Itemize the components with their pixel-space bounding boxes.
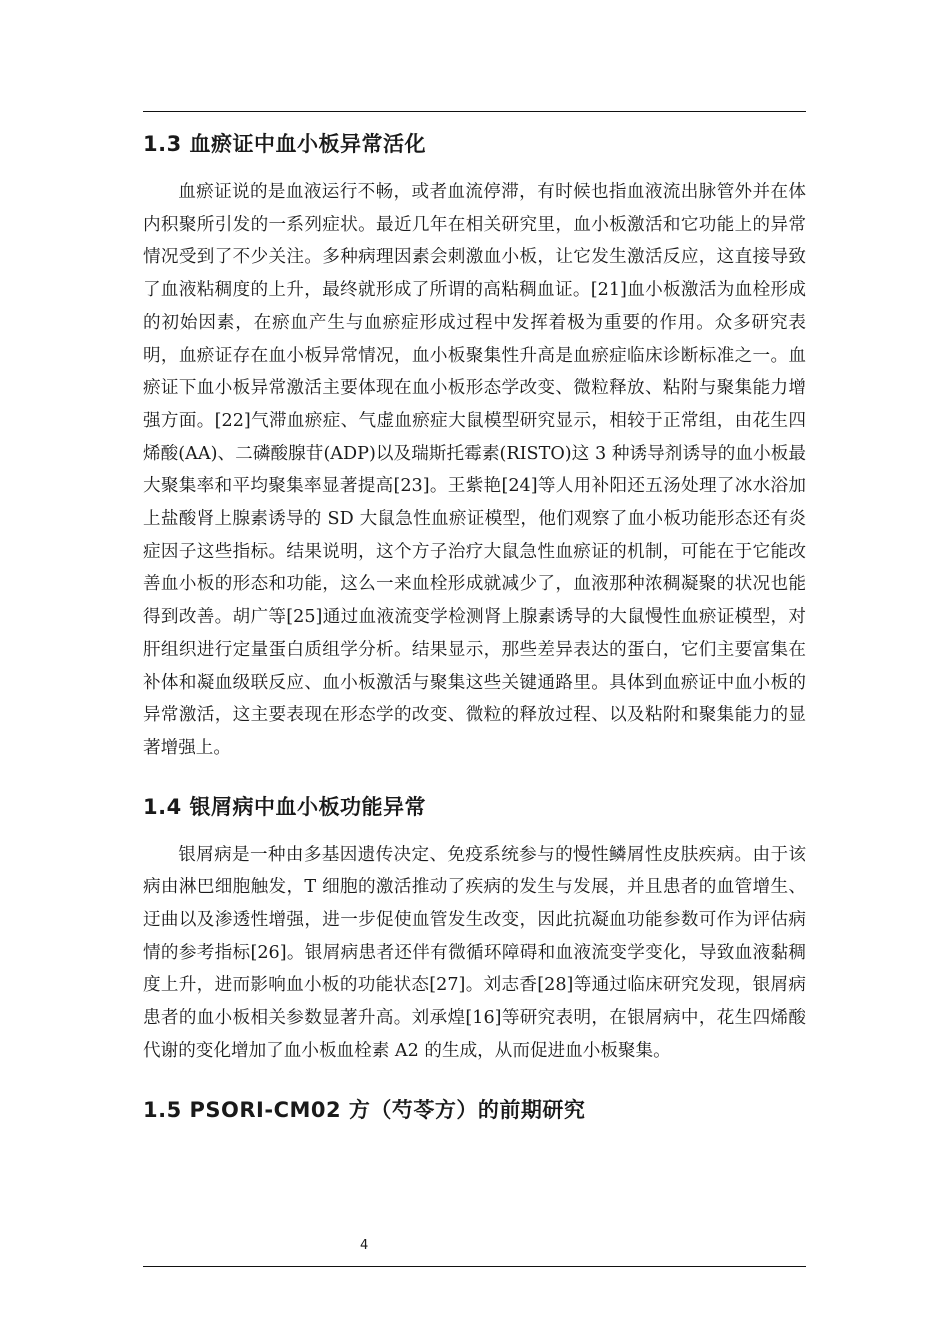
section-heading-1-5: 1.5 PSORI-CM02 方（芍苓方）的前期研究 <box>143 1097 586 1122</box>
document-body <box>143 124 806 1130</box>
section-paragraph-1-4: 银屑病是一种由多基因遗传决定、免疫系统参与的慢性鳞屑性皮肤疾病。由于该病由淋巴细胞触发，T 细胞的激活推动了疾病的发生与发展，并且患者的血管增生、迂曲以及渗透性增强，进一步促使血管发生改变，因此抗凝血功能参数可作为评估病情的参考指标[26]。银屑病患者还伴有微循环障碍和血液流变学变化，导致血液黏稠度上升，进而影响血小板的功能状态[27]。刘志香[28]等通过临床研究发现，银屑病患者的血小板相关参数显著升高。刘承煌[16]等研究表明，在银屑病中，花生四烯酸代谢的变化增加了血小板血栓素 A2 的生成，从而促进血小板聚集。 <box>143 844 806 1061</box>
section-paragraph-1-3: 血瘀证说的是血液运行不畅，或者血流停滞，有时候也指血液流出脉管外并在体内积聚所引发的一系列症状。最近几年在相关研究里，血小板激活和它功能上的异常情况受到了不少关注。多种病理因素会刺激血小板，让它发生激活反应，这直接导致了血液粘稠度的上升，最终就形成了所谓的高粘稠血证。[21]血小板激活为血栓形成的初始因素，在瘀血产生与血瘀症形成过程中发挥着极为重要的作用。众多研究表明，血瘀证存在血小板异常情况，血小板聚集性升高是血瘀症临床诊断标准之一。血瘀证下血小板异常激活主要体现在血小板形态学改变、微粒释放、粘附与聚集能力增强方面。[22]气滞血瘀症、气虚血瘀症大鼠模型研究显示，相较于正常组，由花生四烯酸(AA)、二磷酸腺苷(ADP)以及瑞斯托霉素(RISTO)这 3 种诱导剂诱导的血小板最大聚集率和平均聚集率显著提高[23]。王紫艳[24]等人用补阳还五汤处理了冰水浴加上盐酸肾上腺素诱导的 SD 大鼠急性血瘀证模型，他们观察了血小板功能形态还有炎症因子这些指标。结果说明，这个方子治疗大鼠急性血瘀证的机制，可能在于它能改善血小板的形态和功能，这么一来血栓形成就减少了，血液那种浓稠凝聚的状况也能得到改善。胡广等[25]通过血液流变学检测肾上腺素诱导的大鼠慢性血瘀证模型，对肝组织进行定量蛋白质组学分析。结果显示，那些差异表达的蛋白，它们主要富集在补体和凝血级联反应、血小板激活与聚集这些关键通路里。具体到血瘀证中血小板的异常激活，这主要表现在形态学的改变、微粒的释放过程、以及粘附和聚集能力的显著增强上。 <box>143 182 806 758</box>
header-rule <box>143 111 806 112</box>
section-heading-1-3: 1.3 血瘀证中血小板异常活化 <box>143 132 427 156</box>
footer-rule <box>143 1266 806 1267</box>
section-heading-1-4: 1.4 银屑病中血小板功能异常 <box>143 794 427 819</box>
page-number: 4 <box>360 1238 369 1253</box>
